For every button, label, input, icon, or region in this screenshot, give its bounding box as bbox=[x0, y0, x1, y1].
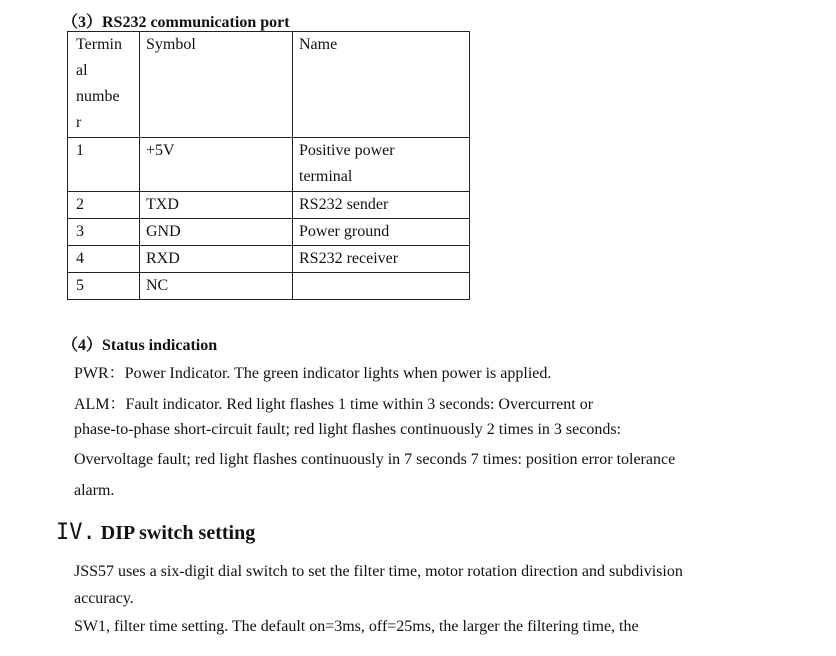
name-cell bbox=[293, 273, 470, 300]
terminal-cell: 5 bbox=[68, 273, 140, 300]
name-cell: RS232 sender bbox=[293, 192, 470, 219]
name-cell: Positive power terminal bbox=[293, 138, 470, 192]
status-line-pwr: PWR：Power Indicator. The green indicator lights when power is applied. bbox=[74, 365, 552, 382]
table-row bbox=[68, 192, 470, 219]
header-name: Name bbox=[293, 32, 470, 138]
section-heading-status: （4）Status indication bbox=[62, 337, 218, 354]
section-heading-rs232: （3）RS232 communication port bbox=[62, 14, 290, 31]
symbol-cell: NC bbox=[140, 273, 293, 300]
section-title: DIP switch setting bbox=[100, 522, 256, 544]
name-cell: Power ground bbox=[293, 219, 470, 246]
rs232-terminal-table bbox=[67, 31, 470, 300]
status-line: phase-to-phase short-circuit fault; red light flashes continuously 2 times in 3 seconds: bbox=[74, 421, 621, 438]
symbol-cell: RXD bbox=[140, 246, 293, 273]
status-line-alm: ALM：Fault indicator. Red light flashes 1 time within 3 seconds: Overcurrent or bbox=[74, 396, 594, 413]
terminal-cell: 3 bbox=[68, 219, 140, 246]
status-line: alarm. bbox=[74, 482, 115, 499]
status-line: Overvoltage fault; red light flashes continuously in 7 seconds 7 times: position error tolerance bbox=[74, 451, 676, 468]
section-numeral: IV. bbox=[56, 520, 96, 545]
dip-line: JSS57 uses a six-digit dial switch to set the filter time, motor rotation direction and subdivision bbox=[74, 563, 683, 580]
table-row bbox=[68, 246, 470, 273]
table-row bbox=[68, 138, 470, 192]
dip-line: SW1, filter time setting. The default on=3ms, off=25ms, the larger the filtering time, the bbox=[74, 618, 639, 635]
terminal-cell: 4 bbox=[68, 246, 140, 273]
symbol-cell: +5V bbox=[140, 138, 293, 192]
terminal-cell: 2 bbox=[68, 192, 140, 219]
header-symbol: Symbol bbox=[140, 32, 293, 138]
table-header-row bbox=[68, 32, 470, 138]
symbol-cell: TXD bbox=[140, 192, 293, 219]
section-heading-dip bbox=[56, 520, 255, 545]
dip-line: accuracy. bbox=[74, 590, 134, 607]
terminal-cell: 1 bbox=[68, 138, 140, 192]
header-terminal-number: Termin al numbe r bbox=[68, 32, 140, 138]
table-row bbox=[68, 219, 470, 246]
name-cell: RS232 receiver bbox=[293, 246, 470, 273]
table-row bbox=[68, 273, 470, 300]
symbol-cell: GND bbox=[140, 219, 293, 246]
